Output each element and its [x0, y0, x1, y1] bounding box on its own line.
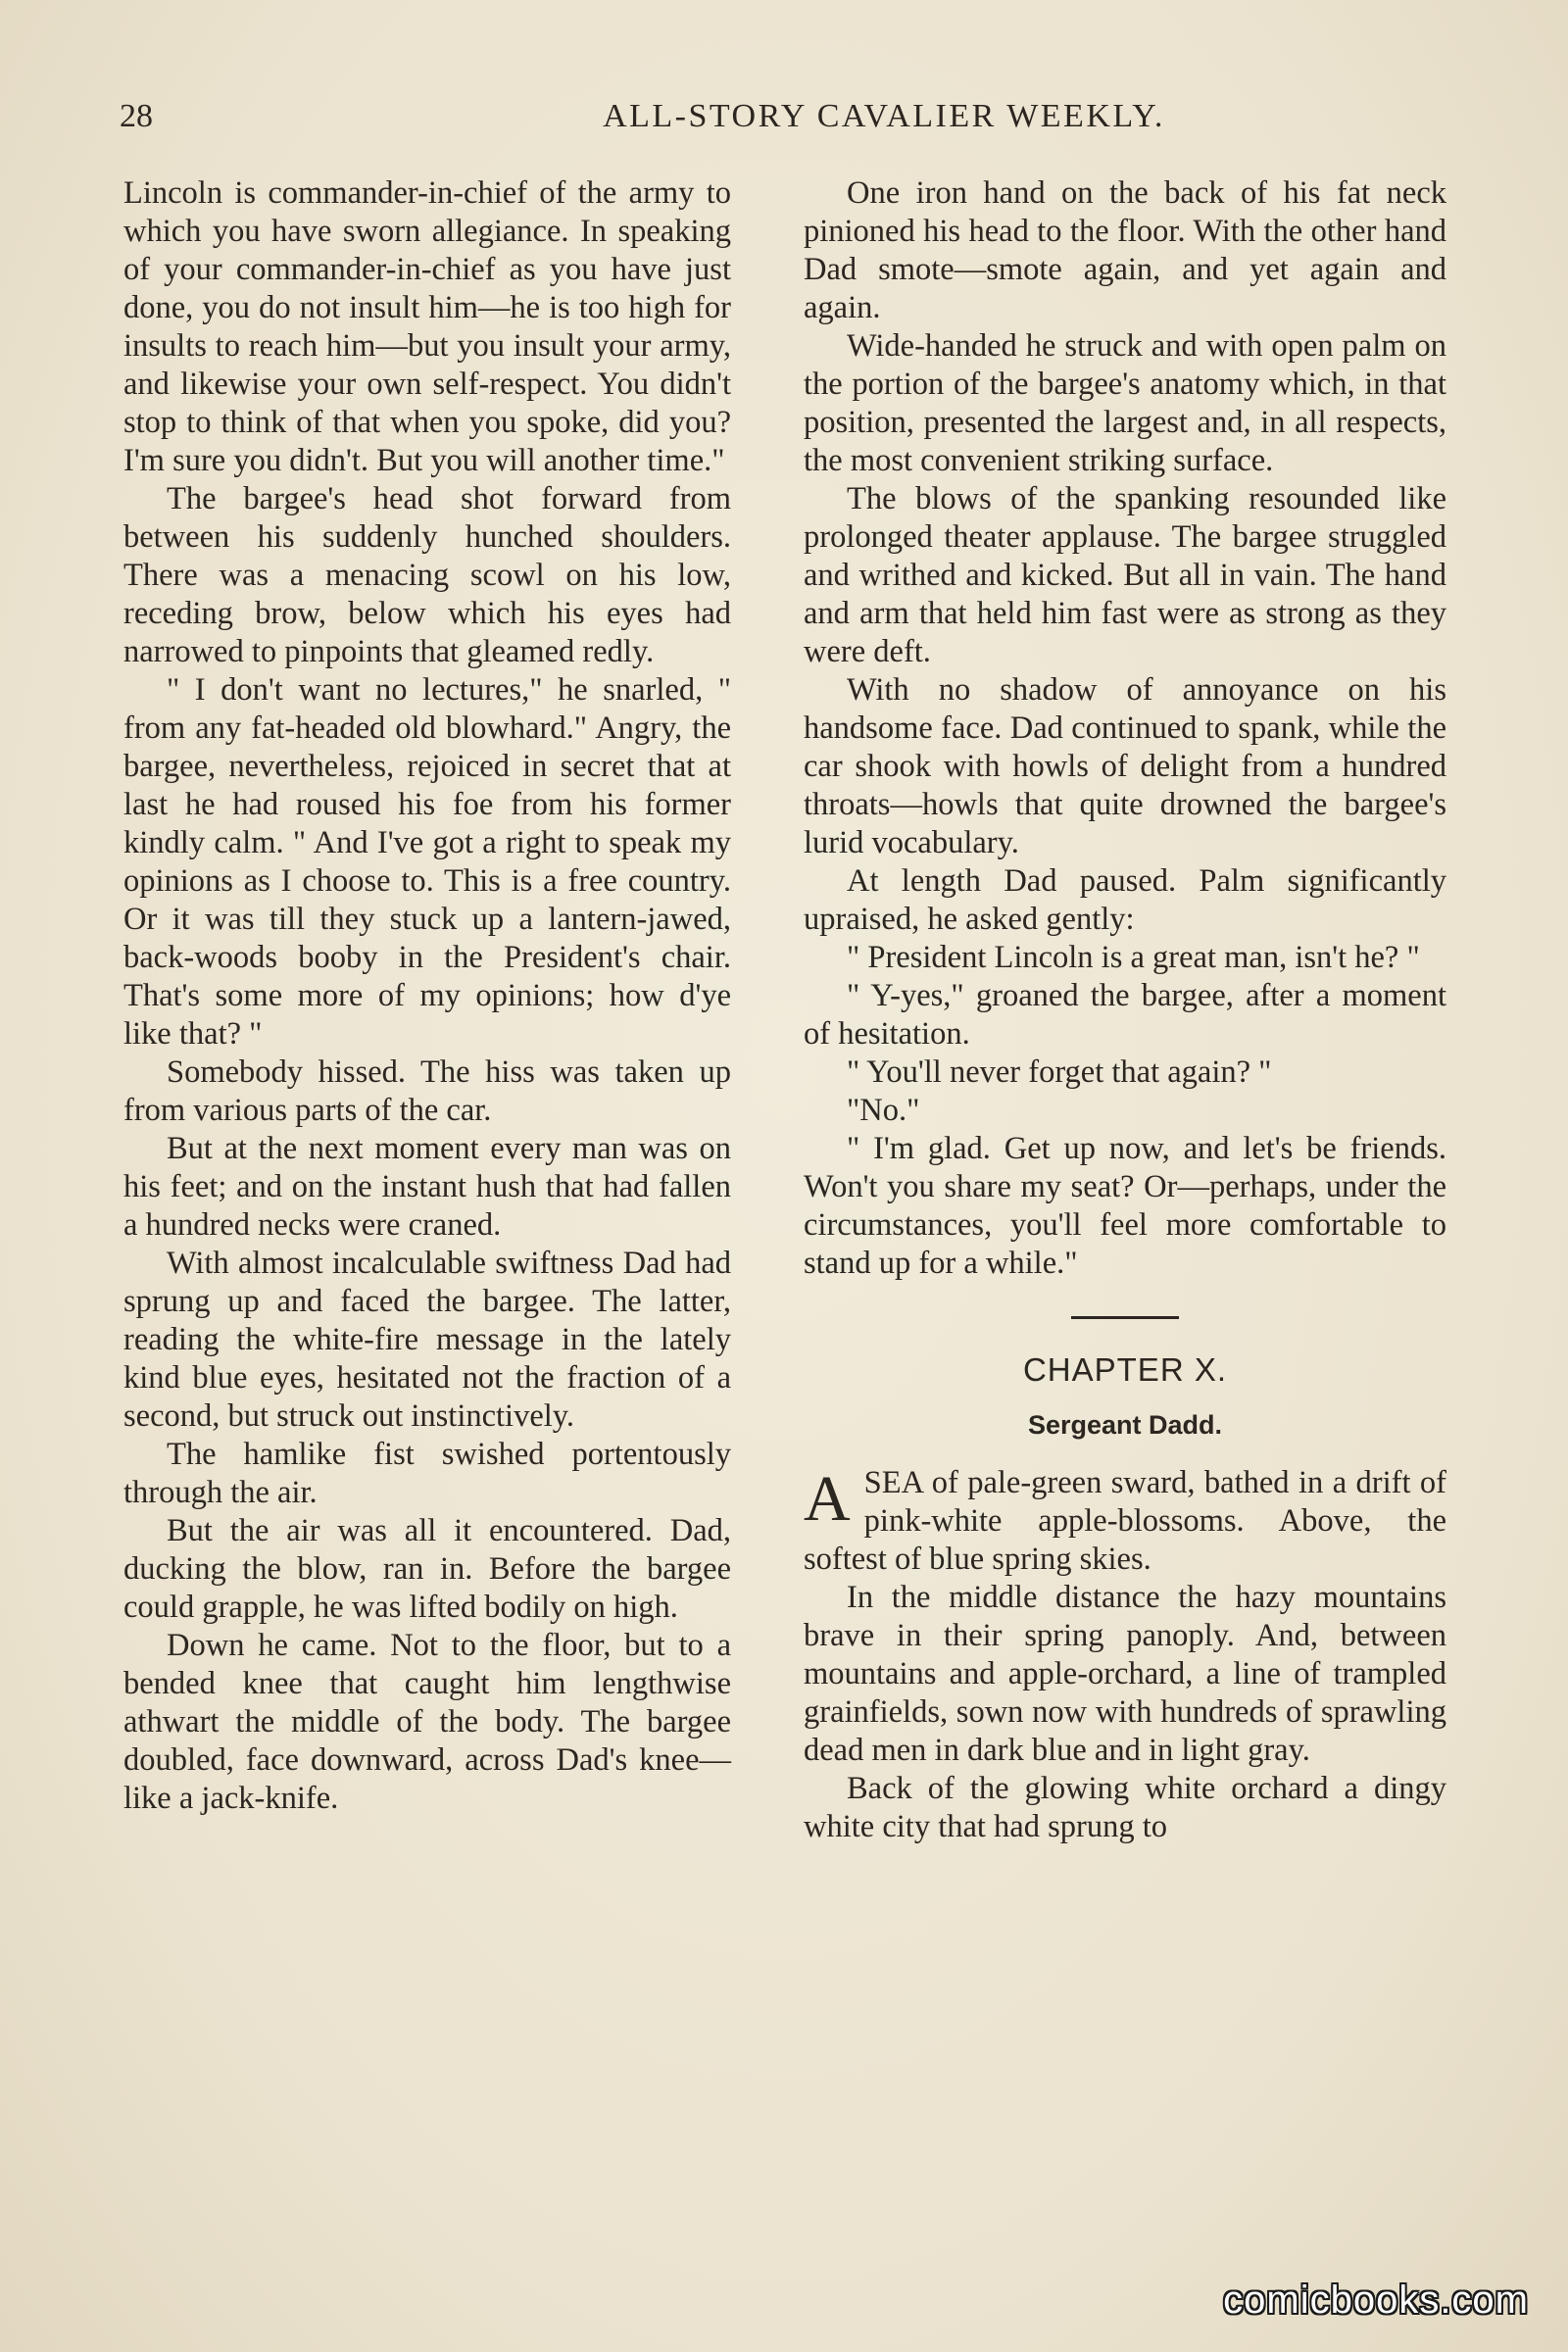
left-column: [123, 174, 731, 1818]
paragraph: With no shadow of annoyance on his handsome face. Dad continued to spank, while the car shook with howls of delight from a hundred throats—howls that quite drowned the bargee's lurid vocabulary.: [804, 672, 1446, 860]
right-column: [804, 174, 1446, 1846]
paragraph: " I don't want no lectures," he snarled, " from any fat-headed old blowhard." Angry, the bargee, nevertheless, rejoiced in secret that at last he had roused his foe from his former kindly calm. " And I've got a right to speak my opinions as I choose to. This is a free country. Or it was till they stuck up a lantern-jawed, back-woods booby in the President's chair. That's some more of my opinions; how d'ye like that? ": [123, 672, 731, 1052]
paragraph: " You'll never forget that again? ": [847, 1054, 1272, 1090]
section-divider: [1071, 1316, 1179, 1319]
paragraph: " I'm glad. Get up now, and let's be friends. Won't you share my seat? Or—perhaps, under the circumstances, you'll feel more comfortable to stand up for a while.": [804, 1131, 1446, 1281]
paragraph: "No.": [847, 1093, 920, 1128]
paragraph: The blows of the spanking resounded like prolonged theater applause. The bargee struggled and writhed and kicked. But all in vain. The hand and arm that held him fast were as strong as they were deft.: [804, 481, 1446, 669]
watermark: comicbooks.com: [1223, 2278, 1529, 2322]
running-head: ALL-STORY CAVALIER WEEKLY.: [603, 98, 1165, 134]
page-header: [120, 98, 1452, 147]
paragraph: With almost incalculable swiftness Dad had sprung up and faced the bargee. The latter, reading the white-fire message in the lately kind blue eyes, hesitated not the fraction of a second, but struck out instinctively.: [123, 1246, 731, 1434]
drop-cap: A: [804, 1463, 851, 1535]
chapter-subtitle: Sergeant Dadd.: [1027, 1410, 1223, 1440]
paragraph: Back of the glowing white orchard a dingy white city that had sprung to: [804, 1771, 1446, 1844]
paragraph: In the middle distance the hazy mountains brave in their spring panoply. And, between mountains and apple-orchard, a line of trampled grainfields, sown now with hundreds of sprawling dead men in dark blue and in light gray.: [804, 1580, 1446, 1768]
opening-text: SEA of pale-green sward, bathed in a drift of pink-white apple-blossoms. Above, the softest of blue spring skies.: [804, 1465, 1446, 1577]
paragraph: But at the next moment every man was on his feet; and on the instant hush that had fallen a hundred necks were craned.: [123, 1131, 731, 1243]
paragraph: One iron hand on the back of his fat neck pinioned his head to the floor. With the other hand Dad smote—smote again, and yet again and again.: [804, 175, 1446, 325]
paragraph: But the air was all it encountered. Dad, ducking the blow, ran in. Before the bargee could grapple, he was lifted bodily on high.: [123, 1513, 731, 1625]
paragraph: At length Dad paused. Palm significantly upraised, he asked gently:: [804, 863, 1446, 937]
paragraph: Lincoln is commander-in-chief of the army to which you have sworn allegiance. In speaking of your commander-in-chief as you have just done, you do not insult him—he is too high for insults to reach him—but you insult your army, and likewise your own self-respect. You didn't stop to think of that when you spoke, did you? I'm sure you didn't. But you will another time.": [123, 175, 731, 478]
paragraph: " Y-yes," groaned the bargee, after a moment of hesitation.: [804, 978, 1446, 1052]
paragraph: Somebody hissed. The hiss was taken up from various parts of the car.: [123, 1054, 731, 1128]
chapter-opening-paragraph: [804, 1464, 1446, 1579]
paragraph: " President Lincoln is a great man, isn't he? ": [847, 940, 1420, 975]
page-number: 28: [120, 98, 153, 134]
paragraph: The bargee's head shot forward from between his suddenly hunched shoulders. There was a menacing scowl on his low, receding brow, below which his eyes had narrowed to pinpoints that gleamed redly.: [123, 481, 731, 669]
chapter-title: CHAPTER X.: [1022, 1351, 1228, 1388]
paragraph: Wide-handed he struck and with open palm on the portion of the bargee's anatomy which, in that position, presented the largest and, in all respects, the most convenient striking surface.: [804, 328, 1446, 478]
paragraph: Down he came. Not to the floor, but to a bended knee that caught him lengthwise athwart the middle of the body. The bargee doubled, face downward, across Dad's knee—like a jack-knife.: [123, 1628, 731, 1816]
paragraph: The hamlike fist swished portentously through the air.: [123, 1437, 731, 1510]
